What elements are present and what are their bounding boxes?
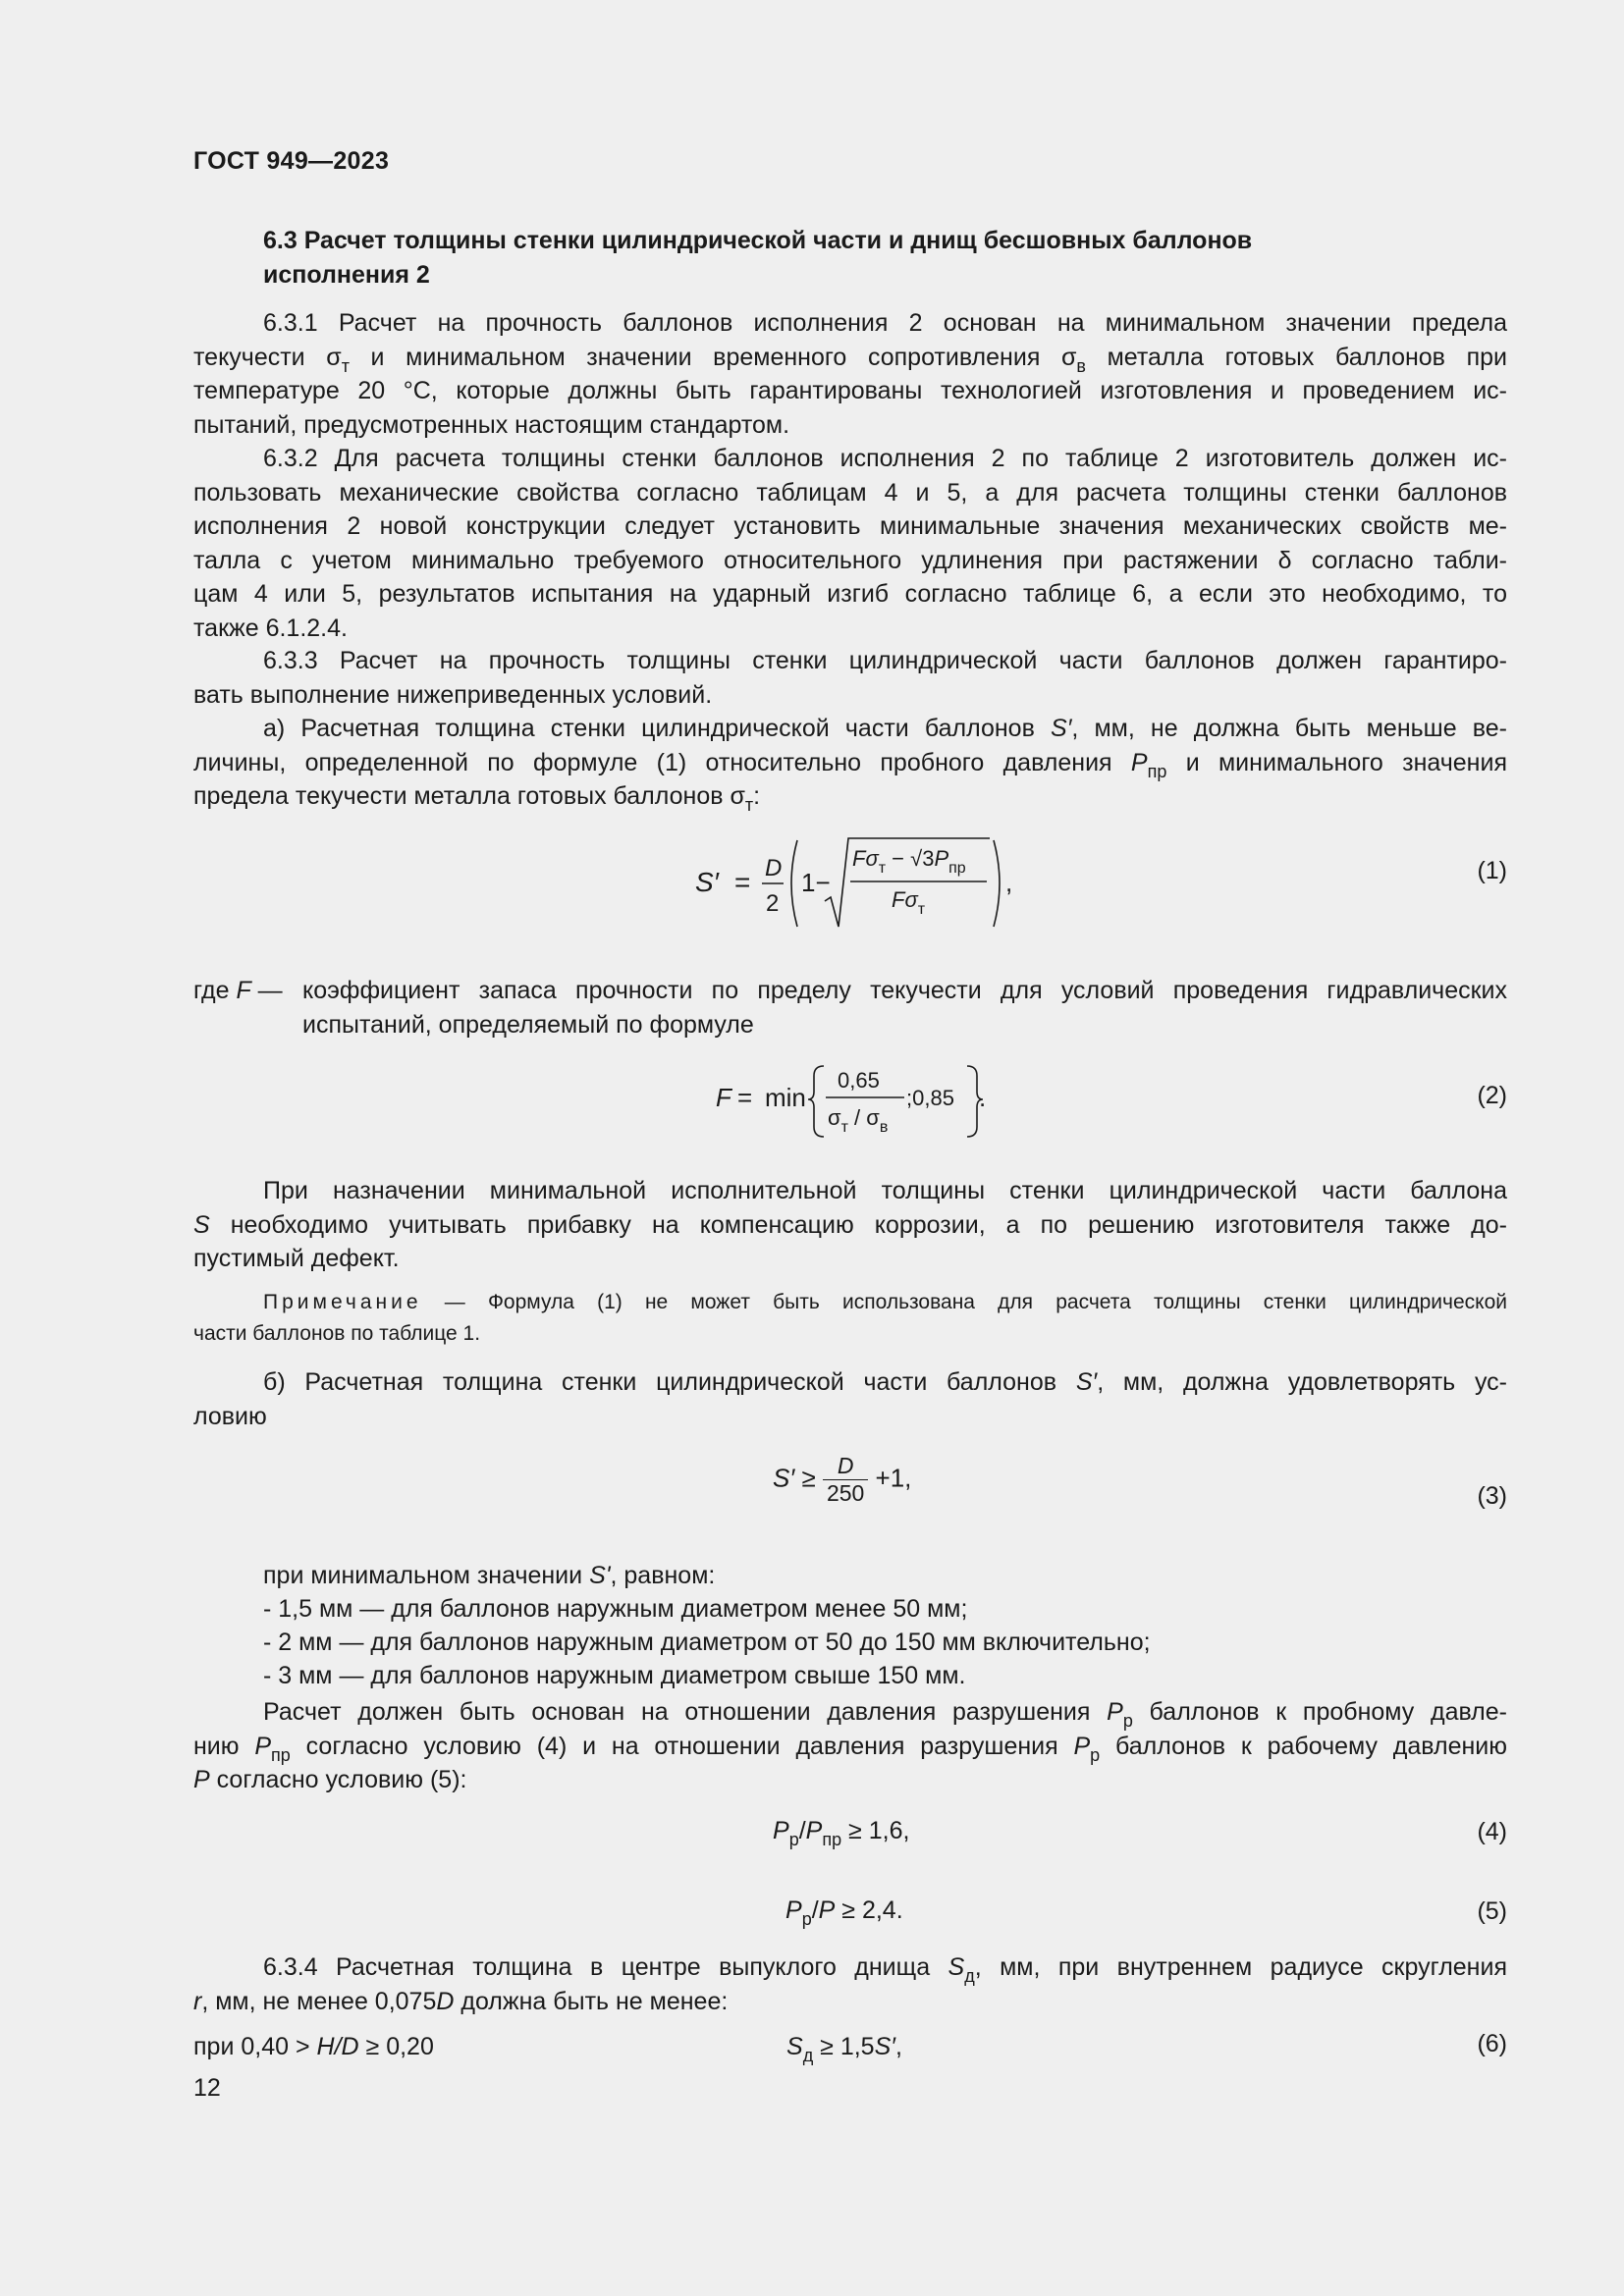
eq1-comma: , [1005,868,1013,897]
note-block: Примечание — Формула (1) не может быть использована для расчета толщины стенки цилиндрической части баллонов по таблице 1. [193,1291,1507,1345]
paragraph-assignment: При назначении минимальной исполнительной толщины стенки цилиндрической части баллона S необходимо учитывать прибавку на компенсацию коррозии, а по решению изготовителя также до- пустимый дефект. [193,1177,1507,1272]
paragraph-6-3-2: 6.3.2 Для расчета толщины стенки баллонов исполнения 2 по таблице 2 изготовитель должен ис- пользовать механические свойства согласно таблицам 4 и 5, а для расчета толщины стенки баллонов исполнения 2 новой конструкции следует установить минимальные значения механических свойств ме- талла с учетом минимально требуемого относительного удлинения при растяжении δ согласно табли- цам 4 или 5, результатов испытания на ударный изгиб согласно таблице 6, а если это необходимо, то также 6.1.2.4. [193,445,1507,642]
equation-5: $P_р/P \ge 2,4$. [785,1896,903,1929]
eq3-lhs: S′ [773,1463,795,1493]
eq2-rest: ;0,85 [906,1086,954,1110]
paragraph-item-b: б) Расчетная толщина стенки цилиндрической части баллонов S′, мм, должна удовлетворять ус- ловию [193,1368,1508,1430]
note-label: Примечание [263,1291,422,1313]
eq1-lhs: S′ [695,867,719,897]
list-item: - 3 мм — для баллонов наружным диаметром свыше 150 мм. [263,1662,966,1689]
eq1-d: D [765,855,783,881]
equation-2-number: (2) [1477,1082,1507,1109]
eq1-equals: = [734,867,751,897]
paragraph-6-3-3: 6.3.3 Расчет на прочность толщины стенки цилиндрической части баллонов должен гарантиро- вать выполнение нижеприведенных условий. [193,647,1507,709]
eq1-two: 2 [766,890,780,917]
eq1-right-paren [994,840,1000,927]
eq1-denominator: $F\sigma_т$ [892,887,926,918]
paragraph-6-3-4: 6.3.4 Расчетная толщина в центре выпуклого днища $S_д$, мм, при внутреннем радиусе скругления r, мм, не менее 0,075D должна быть не менее: [193,1953,1507,2015]
equation-4-number: (4) [1477,1818,1507,1845]
eq2-min: min [765,1083,806,1112]
equation-5-number: (5) [1477,1897,1507,1925]
min-values-intro: при минимальном значении S', равном: [263,1562,716,1589]
where-f-definition: где F — коэффициент запаса прочности по пределу текучести для условий проведения гидравлических испытаний, определяемый по формуле [193,977,1507,1039]
eq2-period: . [979,1083,987,1112]
equation-6: $S_д \ge 1,5S'$, [786,2033,902,2065]
eq3-ge: ≥ [794,1463,823,1493]
eq1-numerator: $F\sigma_т - √3P_{пр}$ [852,846,966,877]
list-item: - 2 мм — для баллонов наружным диаметром от 50 до 150 мм включительно; [263,1629,1151,1656]
equation-3 [773,1453,911,1507]
list-item: - 1,5 мм — для баллонов наружным диаметром менее 50 мм; [263,1595,968,1623]
eq3-fraction: $\frac{D}{250}$ [823,1453,868,1507]
equation-6-condition: при 0,40 > H/D ≥ 0,20 [193,2033,434,2060]
page-number: 12 [193,2074,221,2102]
document-header: ГОСТ 949—2023 [193,147,390,175]
eq1-left-paren [791,840,797,927]
equation-4: $P_р/P_{пр} \ge 1,6$, [773,1817,910,1849]
paragraph-item-a: а) Расчетная толщина стенки цилиндрической части баллонов S′, мм, не должна быть меньше ве- личины, определенной по формуле (1) относительно пробного давления $P_{пр}$ и минимального значения предела текучести металла готовых баллонов $\sigma_т$: [193,715,1507,815]
equation-1-number: (1) [1477,857,1507,884]
section-title: 6.3 Расчет толщины стенки цилиндрической части и днищ бесшовных баллонов исполнения 2 [263,227,1253,289]
eq2-numerator: 0,65 [838,1068,880,1093]
eq3-rest: +1, [868,1463,912,1493]
eq1-one-minus: 1− [801,868,831,897]
eq2-equals: = [737,1083,753,1112]
paragraph-6-3-1: 6.3.1 Расчет на прочность баллонов исполнения 2 основан на минимальном значении предела текучести $\sigma_т$ и минимальном значении временного сопротивления $\sigma_в$ металла готовых баллонов при температуре 20 °С, которые должны быть гарантированы технологией изготовления и проведением ис- пытаний, предусмотренных настоящим стандартом. [193,309,1507,439]
eq2-left-brace [808,1066,824,1137]
equation-6-number: (6) [1477,2030,1507,2057]
paragraph-burst-pressure: Расчет должен быть основан на отношении давления разрушения $P_р$ баллонов к пробному давле- нию $P_{пр}$ согласно условию (4) и на отношении давления разрушения $P_р$ баллонов к рабочему давлению P согласно условию (5): [193,1698,1508,1793]
eq2-denominator: $\sigma_т / \sigma_в$ [828,1105,889,1136]
equation-3-number: (3) [1477,1482,1507,1510]
eq2-lhs: F [716,1083,731,1112]
